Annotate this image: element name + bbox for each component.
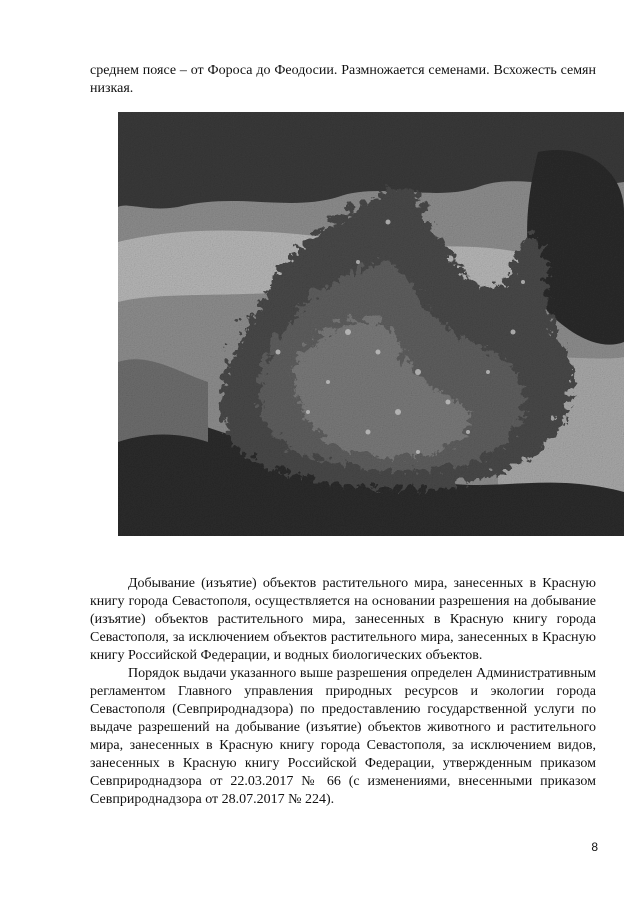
juniper-shrub-photo: [118, 112, 624, 536]
procedure-paragraph: Порядок выдачи указанного выше разрешения определен Административным регламентом Главного управления природных ресурсов и экологии города Севастополя (Севприроднадзора) по предоставлению государственной услуги по выдаче разрешений на добывание (изъятие) объектов животного и растительного мира, занесенных в Красную книгу города Севастополя, за исключением видов, занесенных в Красную книгу Российской Федерации, утвержденным приказом Севприроднадзора от 22.03.2017 № 66 (с изменениями, внесенными приказом Севприроднадзора от 28.07.2017 № 224).: [90, 666, 596, 807]
page-number: 8: [591, 840, 598, 854]
body-text: [90, 575, 596, 809]
juniper-shrub-photo-art: [118, 112, 624, 536]
intro-paragraph: среднем поясе – от Фороса до Феодосии. Размножается семенами. Всхожесть семян низкая.: [90, 63, 596, 96]
permit-paragraph: Добывание (изъятие) объектов растительного мира, занесенных в Красную книгу города Севастополя, осуществляется на основании разрешения на добывание (изъятие) объектов растительного мира, занесенных в Красную книгу города Севастополя, за исключением объектов растительного мира, занесенных в Красную книгу Российской Федерации, и водных биологических объектов.: [90, 576, 596, 663]
